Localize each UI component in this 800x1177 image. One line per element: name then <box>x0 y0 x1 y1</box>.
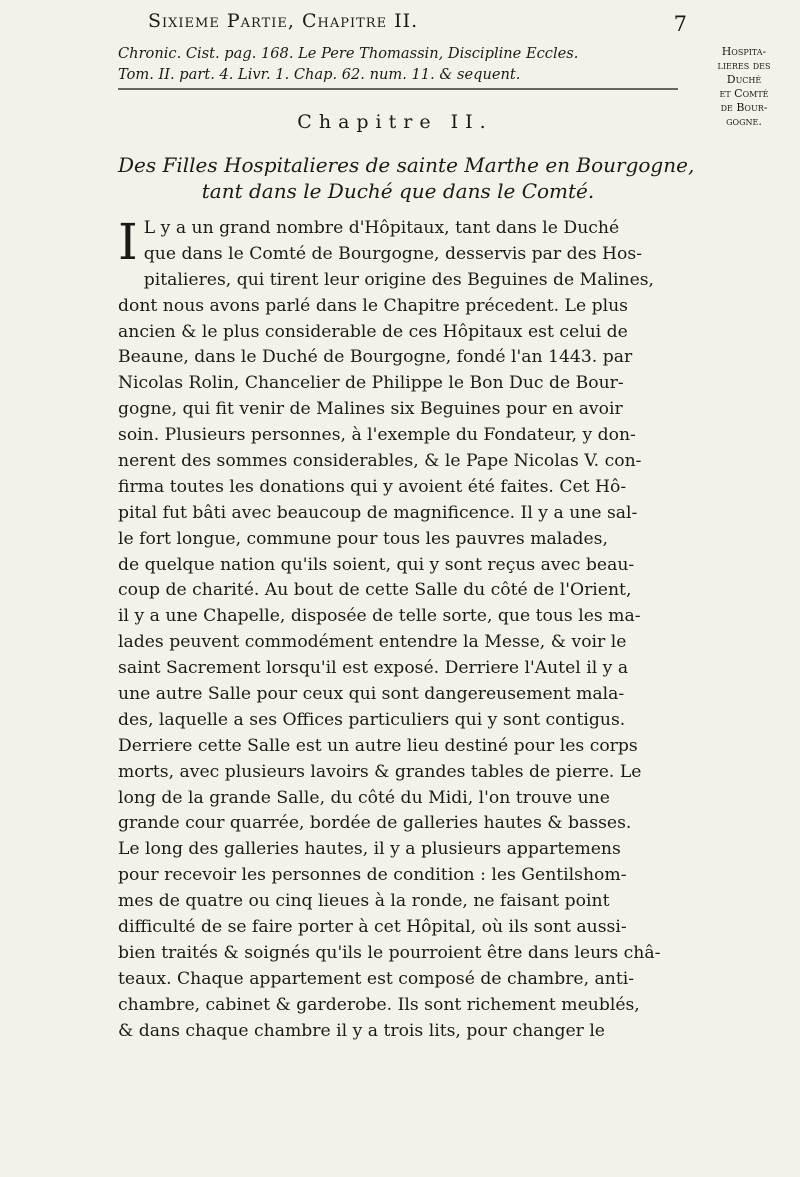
text-line: bien traités & soignés qu'ils le pourroient être dans leurs châ- <box>118 942 661 963</box>
page-number: 7 <box>673 12 688 36</box>
text-line: firma toutes les donations qui y avoient été faites. Cet Hô- <box>118 476 627 497</box>
text-line: Beaune, dans le Duché de Bourgogne, fondé l'an 1443. par <box>118 347 633 368</box>
margin-note-line: de Bour- <box>720 101 768 114</box>
text-line: coup de charité. Au bout de cette Salle du côté de l'Orient, <box>118 580 632 601</box>
text-line: Le long des galleries hautes, il y a plusieurs appartemens <box>118 839 621 860</box>
text-line: gogne, qui fit venir de Malines six Beguines pour en avoir <box>118 399 623 420</box>
text-line: soin. Plusieurs personnes, à l'exemple du Fondateur, y don- <box>118 425 636 446</box>
text-line: pour recevoir les personnes de condition : les Gentilshom- <box>118 865 627 886</box>
text-line: Derriere cette Salle est un autre lieu destiné pour les corps <box>118 735 638 756</box>
text-line: lades peuvent commodément entendre la Messe, & voir le <box>118 632 627 653</box>
reference-note-line-2: Tom. II. part. 4. Livr. 1. Chap. 62. num. 11. & sequent. <box>118 66 521 83</box>
margin-note-line: Duché <box>726 73 762 86</box>
chapter-subtitle <box>118 152 695 204</box>
running-head <box>148 10 688 36</box>
text-line: mes de quatre ou cinq lieues à la ronde, ne faisant point <box>118 891 610 912</box>
text-line: il y a une Chapelle, disposée de telle sorte, que tous les ma- <box>118 606 641 627</box>
margin-note-line: lieres des <box>717 59 771 72</box>
text-line: pital fut bâti avec beaucoup de magnificence. Il y a une sal- <box>118 502 638 523</box>
header-rule <box>118 88 678 90</box>
reference-note-line-1: Chronic. Cist. pag. 168. Le Pere Thomassin, Discipline Eccles. <box>118 45 579 62</box>
text-line: une autre Salle pour ceux qui sont dangereusement mala- <box>118 684 625 705</box>
text-line: pitalieres, qui tirent leur origine des Beguines de Malines, <box>143 269 655 290</box>
text-line: des, laquelle a ses Offices particuliers qui y sont contigus. <box>118 709 626 730</box>
text-line: morts, avec plusieurs lavoirs & grandes tables de pierre. Le <box>118 761 642 782</box>
text-line: dont nous avons parlé dans le Chapitre précedent. Le plus <box>118 295 628 316</box>
chapter-heading: Chapitre II. <box>297 111 493 133</box>
text-line: ancien & le plus considerable de ces Hôpitaux est celui de <box>118 321 628 342</box>
chapter-subtitle-line-2: tant dans le Duché que dans le Comté. <box>201 179 595 203</box>
text-line: Nicolas Rolin, Chancelier de Philippe le Bon Duc de Bour- <box>118 373 624 394</box>
text-line: que dans le Comté de Bourgogne, desservis par des Hos- <box>143 243 643 264</box>
chapter-subtitle-line-1: Des Filles Hospitalieres de sainte Marthe en Bourgogne, <box>118 153 695 177</box>
body-lines <box>118 268 678 1045</box>
text-line: saint Sacrement lorsqu'il est exposé. Derriere l'Autel il y a <box>118 658 629 679</box>
text-line: nerent des sommes considerables, & le Pape Nicolas V. con- <box>118 451 642 472</box>
margin-note-line: Hospita- <box>721 45 767 58</box>
text-line: difficulté de se faire porter à cet Hôpital, où ils sont aussi- <box>118 917 627 938</box>
text-line: chambre, cabinet & garderobe. Ils sont richement meublés, <box>118 994 640 1015</box>
text-line: grande cour quarrée, bordée de galleries hautes & basses. <box>118 813 632 834</box>
text-line: teaux. Chaque appartement est composé de chambre, anti- <box>118 968 635 989</box>
text-line: de quelque nation qu'ils soient, qui y sont reçus avec beau- <box>118 554 635 575</box>
text-line: long de la grande Salle, du côté du Midi, l'on trouve une <box>118 787 610 808</box>
margin-note-line: gogne. <box>726 115 762 128</box>
text-line: & dans chaque chambre il y a trois lits, pour changer le <box>118 1020 605 1041</box>
text-line: L y a un grand nombre d'Hôpitaux, tant dans le Duché <box>143 218 620 238</box>
body-text <box>118 213 678 1045</box>
running-head-title: Sixieme Partie, Chapitre II. <box>148 10 419 32</box>
drop-cap: I <box>118 213 138 271</box>
margin-note <box>694 45 794 129</box>
margin-note-line: et Comté <box>719 87 769 100</box>
text-line: le fort longue, commune pour tous les pauvres malades, <box>118 528 608 549</box>
